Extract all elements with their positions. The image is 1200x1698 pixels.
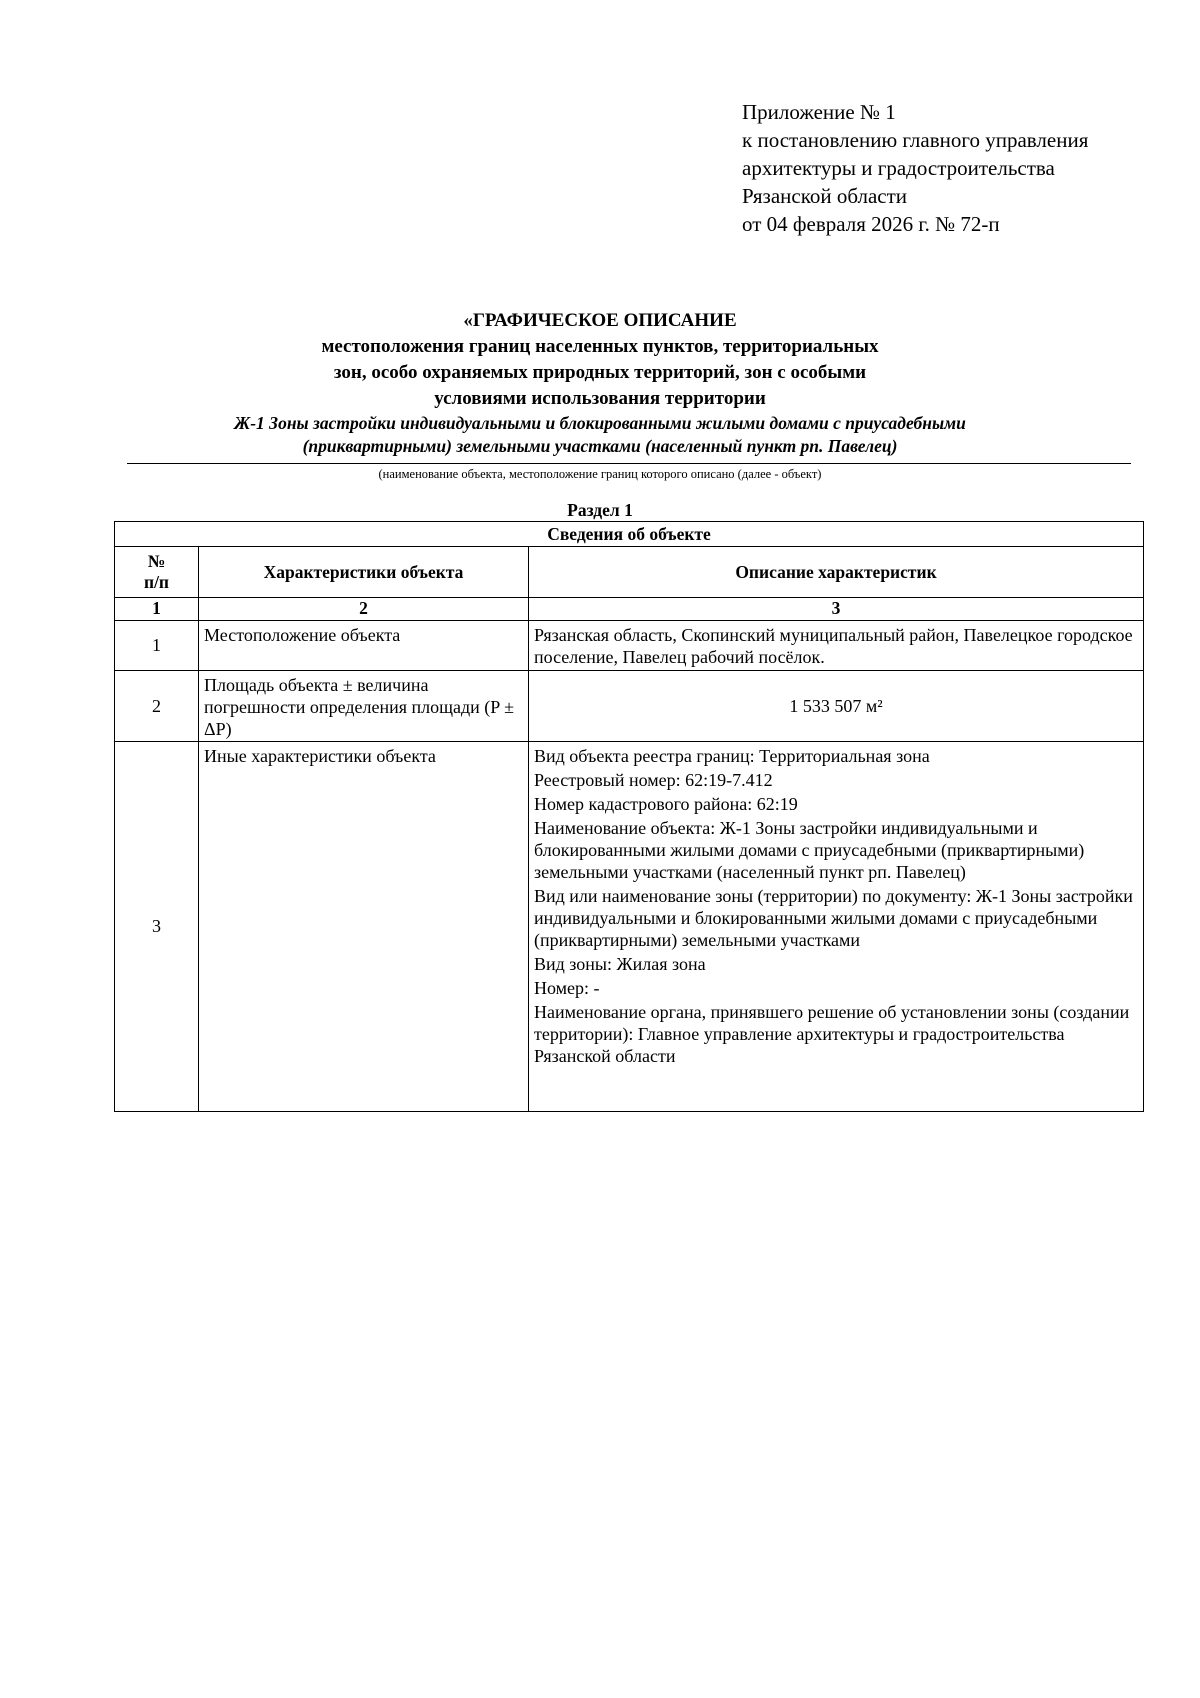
row-description — [529, 671, 1144, 742]
description-line: Номер кадастрового района: 62:19 — [534, 794, 798, 814]
document-title — [0, 308, 1200, 458]
table-row — [115, 671, 1144, 742]
column-number: 1 — [115, 598, 199, 621]
section-label: Раздел 1 — [567, 500, 633, 520]
object-name-line: (приквартирными) земельными участками (населенный пункт рп. Павелец) — [302, 436, 898, 456]
column-number: 2 — [199, 598, 529, 621]
row-number: 1 — [115, 621, 199, 671]
object-info-table — [114, 521, 1144, 1112]
header-num — [115, 547, 199, 598]
description-line: Наименование органа, принявшего решение об установлении зоны (создании территории): Главное управление архитектуры и градостроительства Рязанской области — [534, 1002, 1130, 1066]
header-description: Описание характеристик — [529, 547, 1144, 598]
description-line: Наименование объекта: Ж-1 Зоны застройки индивидуальными и блокированными жилыми домами с приусадебными (приквартирными) земельными участками (населенный пункт рп. Павелец) — [534, 818, 1085, 882]
appendix-line: Приложение № 1 — [742, 100, 896, 124]
description-line: Вид зоны: Жилая зона — [534, 954, 706, 974]
table-row — [115, 621, 1144, 671]
row-characteristic: Иные характеристики объекта — [199, 742, 529, 1112]
column-number: 3 — [529, 598, 1144, 621]
table-row — [115, 742, 1144, 1112]
object-name-line: Ж-1 Зоны застройки индивидуальными и блокированными жилыми домами с приусадебными — [234, 413, 966, 433]
row-description — [529, 621, 1144, 671]
table-title: Сведения об объекте — [115, 522, 1144, 547]
header-num-line: № — [147, 551, 166, 571]
row-characteristic: Местоположение объекта — [199, 621, 529, 671]
column-number-row — [115, 598, 1144, 621]
row-number: 3 — [115, 742, 199, 1112]
description-line: Номер: - — [534, 978, 600, 998]
appendix-line: к постановлению главного управления — [742, 128, 1089, 152]
appendix-line: Рязанской области — [742, 184, 908, 208]
area-value: 1 533 507 м² — [789, 695, 883, 716]
title-line: «ГРАФИЧЕСКОЕ ОПИСАНИЕ — [463, 310, 737, 331]
appendix-line: от 04 февраля 2026 г. № 72-п — [742, 212, 1000, 236]
title-line: зон, особо охраняемых природных территорий, зон с особыми — [333, 362, 867, 383]
title-line: условиями использования территории — [434, 388, 766, 409]
header-num-line: п/п — [143, 572, 170, 592]
description-line: Рязанская область, Скопинский муниципальный район, Павелецкое городское поселение, Павелец рабочий посёлок. — [534, 625, 1133, 667]
appendix-line: архитектуры и градостроительства — [742, 156, 1055, 180]
appendix-header — [742, 98, 1088, 238]
description-line: Реестровый номер: 62:19-7.412 — [534, 770, 773, 790]
object-caption: (наименование объекта, местоположение границ которого описано (далее - объект) — [378, 467, 822, 481]
title-line: местоположения границ населенных пунктов, территориальных — [321, 336, 879, 357]
header-characteristic: Характеристики объекта — [199, 547, 529, 598]
title-underline — [127, 463, 1131, 464]
row-description — [529, 742, 1144, 1112]
description-line: Вид или наименование зоны (территории) по документу: Ж-1 Зоны застройки индивидуальными и блокированными жилыми домами с приусадебными (приквартирными) земельными участками — [534, 886, 1133, 950]
row-characteristic: Площадь объекта ± величина погрешности определения площади (P ± ΔP) — [199, 671, 529, 742]
row-number: 2 — [115, 671, 199, 742]
description-line: Вид объекта реестра границ: Территориальная зона — [534, 746, 930, 766]
